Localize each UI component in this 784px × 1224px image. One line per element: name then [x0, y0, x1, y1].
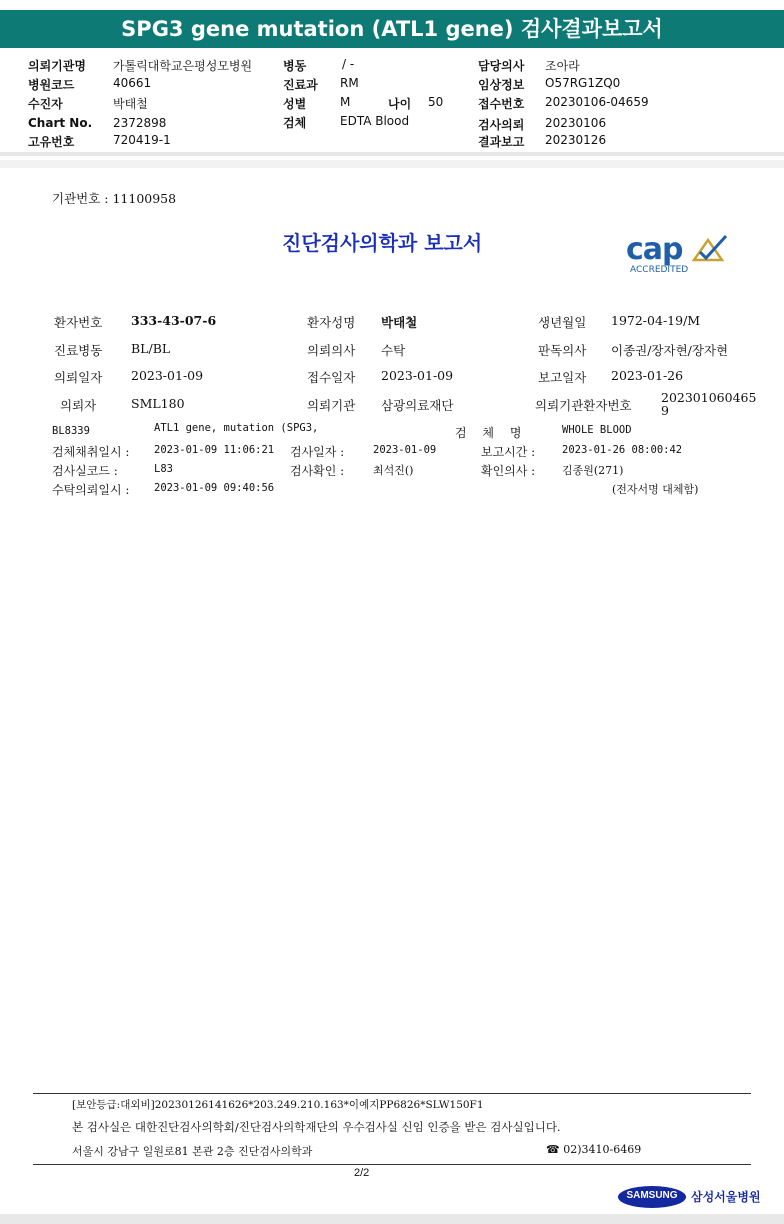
lab-address: 서울시 강남구 일원로81 본관 2층 진단검사의학과	[72, 1145, 313, 1158]
testdate-label: 검사일자 :	[290, 445, 345, 459]
lab-phone: ☎ 02)3410-6469	[546, 1143, 642, 1156]
header-divider	[0, 152, 784, 156]
hospital-brand-name: 삼성서울병원	[691, 1190, 761, 1204]
header-divider-shade	[0, 160, 784, 168]
specimen-label: 검체	[283, 116, 307, 130]
page-number: 2/2	[354, 1167, 370, 1179]
reptime-label: 보고시간 :	[481, 445, 536, 459]
collect-label: 검체채취일시 :	[52, 445, 130, 459]
chart-label: Chart No.	[28, 116, 93, 130]
patient-label: 수진자	[28, 97, 63, 111]
reader-label: 판독의사	[538, 343, 587, 358]
dept-label: 진료과	[283, 78, 318, 92]
accession-value: 20230106-04659	[545, 95, 649, 109]
age-label: 나이	[388, 97, 412, 111]
ward2-label: 진료병동	[54, 343, 103, 358]
hospital-label: 의뢰기관명	[28, 59, 86, 73]
name-value: 박태철	[381, 315, 418, 330]
repdate-value: 2023-01-26	[611, 368, 684, 383]
recdate-value: 2023-01-09	[381, 368, 454, 383]
reader-value: 이종권/장자현/장자현	[611, 343, 729, 358]
consign-label: 수탁의뢰일시 :	[52, 483, 130, 497]
security-line: [보안등급:대외비]20230126141626*203.249.210.163*이예지PP6826*SLW150F1	[72, 1099, 484, 1111]
test-code: BL8339	[52, 425, 90, 437]
clinical-label: 임상정보	[478, 78, 525, 92]
dob-value: 1972-04-19/M	[611, 313, 701, 328]
pid-value: 333-43-07-6	[131, 313, 217, 328]
dob-label: 생년월일	[538, 315, 587, 330]
reptime-value: 2023-01-26 08:00:42	[562, 444, 683, 456]
reqinst-value: 삼광의료재단	[381, 398, 454, 413]
repdate-label: 보고일자	[538, 370, 587, 385]
reqinst-label: 의뢰기관	[307, 398, 356, 413]
reqdoc-label: 의뢰의사	[307, 343, 356, 358]
result-label: 결과보고	[478, 135, 525, 149]
sex-value: M	[340, 95, 351, 109]
patient-value: 박태철	[113, 97, 148, 111]
sex-label: 성별	[283, 97, 307, 111]
cap-accredited-logo	[624, 232, 734, 282]
uid-value: 720419-1	[113, 133, 171, 147]
consign-value: 2023-01-09 09:40:56	[154, 482, 275, 494]
name-label: 환자성명	[307, 315, 356, 330]
instpid-label: 의뢰기관환자번호	[535, 398, 632, 413]
test-name: ATL1 gene, mutation (SPG3,	[154, 422, 319, 434]
testdate-value: 2023-01-09	[373, 444, 437, 456]
hospital-value: 가톨릭대학교은평성모병원	[113, 59, 253, 73]
confdoc-value: 김종원(271)	[562, 464, 624, 477]
ward2-value: BL/BL	[131, 341, 171, 356]
dept-value: RM	[340, 76, 359, 90]
cap-accredited-text: ACCREDITED	[630, 265, 689, 275]
hospcode-label: 병원코드	[28, 78, 75, 92]
collect-value: 2023-01-09 11:06:21	[154, 444, 275, 456]
uid-label: 고유번호	[28, 135, 75, 149]
samsung-logo-text: SAMSUNG	[626, 1190, 678, 1201]
page-bottom-shade	[0, 1214, 784, 1224]
requester-label: 의뢰자	[60, 398, 97, 413]
hospcode-value: 40661	[113, 76, 152, 90]
accession-label: 접수번호	[478, 97, 525, 111]
confirm-label: 검사확인 :	[290, 464, 345, 478]
request-value: 20230106	[545, 116, 607, 130]
specimen-name-value: WHOLE BLOOD	[562, 424, 632, 436]
footer-bottom-rule	[33, 1164, 751, 1165]
report-main-title: SPG3 gene mutation (ATL1 gene) 검사결과보고서	[121, 17, 663, 41]
specimen-name-label: 검 체 명	[455, 426, 528, 440]
cap-logo-text: cap	[626, 232, 683, 267]
pid-label: 환자번호	[54, 315, 103, 330]
instpid-value-line2: 9	[661, 403, 669, 418]
specimen-value: EDTA Blood	[340, 114, 410, 128]
requester-value: SML180	[131, 396, 185, 411]
institution-number: 기관번호 : 11100958	[52, 191, 177, 206]
chart-value: 2372898	[113, 116, 167, 130]
reqdoc-value: 수탁	[381, 343, 406, 358]
age-value: 50	[428, 95, 444, 109]
request-label: 검사의뢰	[478, 118, 525, 132]
labcode-label: 검사실코드 :	[52, 464, 118, 478]
doctor-value: 조아라	[545, 59, 580, 73]
instpid-value-line1: 202301060465	[661, 390, 757, 405]
recdate-label: 접수일자	[307, 370, 356, 385]
reqdate-label: 의뢰일자	[54, 370, 103, 385]
ward-value: / -	[342, 57, 355, 71]
labcode-value: L83	[154, 463, 173, 475]
ward-label: 병동	[283, 59, 307, 73]
samsung-logo	[617, 1185, 687, 1209]
result-value: 20230126	[545, 133, 607, 147]
esign-note: (전자서명 대체함)	[612, 483, 699, 496]
clinical-value: O57RG1ZQ0	[545, 76, 621, 90]
confdoc-label: 확인의사 :	[481, 464, 536, 478]
reqdate-value: 2023-01-09	[131, 368, 204, 383]
certification-statement: 본 검사실은 대한진단검사의학회/진단검사의학재단의 우수검사실 신임 인증을 받은 검사실입니다.	[72, 1120, 561, 1134]
cap-house-icon	[692, 234, 728, 262]
confirm-value: 최석진()	[373, 464, 414, 477]
report-title: 진단검사의학과 보고서	[282, 231, 483, 255]
footer-top-rule	[33, 1093, 751, 1094]
doctor-label: 담당의사	[478, 59, 525, 73]
